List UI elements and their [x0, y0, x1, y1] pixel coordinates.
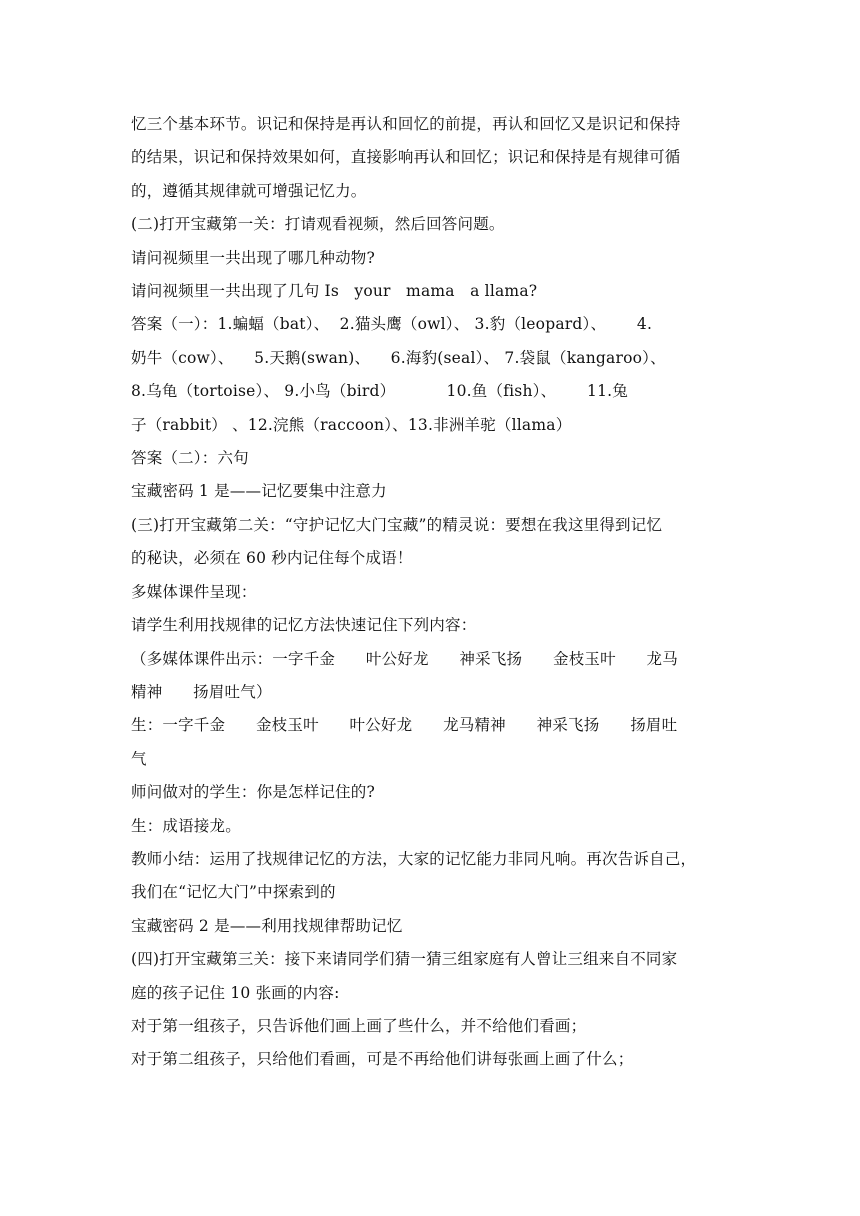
section-heading-level-3-cont: 庭的孩子记住 10 张画的内容: [131, 983, 340, 1002]
treasure-code-2: 宝藏密码 2 是——利用找规律帮助记忆 [131, 916, 403, 935]
answer-two: 答案（二）：六句 [131, 449, 249, 468]
answer-one-line-1: 答案（一）：1.蝙蝠（bat）、 2.猫头鹰（owl）、 3.豹（leopard）、 4. [131, 315, 653, 334]
student-answer-line-2: 气 [131, 749, 147, 768]
teacher-summary-line-2: 我们在“记忆大门”中探索到的 [131, 883, 336, 902]
multimedia-presentation: 多媒体课件呈现： [131, 582, 257, 601]
question-sentences: 请问视频里一共出现了几句 Is your mama a llama? [131, 282, 538, 301]
answer-one-line-4: 子（rabbit） 、12.浣熊（raccoon）、13.非洲羊驼（llama） [131, 415, 572, 434]
group-two-description: 对于第二组孩子，只给他们看画，可是不再给他们讲每张画上画了什么； [131, 1050, 634, 1069]
group-one-description: 对于第一组孩子，只告诉他们画上画了些什么，并不给他们看画； [131, 1016, 587, 1035]
teacher-summary-line-1: 教师小结：运用了找规律记忆的方法，大家的记忆能力非同凡响。再次告诉自己， [131, 849, 697, 868]
instruction-memorize: 请学生利用找规律的记忆方法快速记住下列内容： [131, 616, 477, 635]
answer-one-line-3: 8.乌龟（tortoise）、 9.小鸟（bird） 10.鱼（fish）、 11.兔 [131, 382, 628, 401]
paragraph-line-2: 的结果，识记和保持效果如何，直接影响再认和回忆；识记和保持是有规律可循 [131, 148, 681, 167]
question-animals: 请问视频里一共出现了哪几种动物? [131, 248, 376, 267]
teacher-question: 师问做对的学生：你是怎样记住的? [131, 783, 376, 802]
section-heading-level-1: (二)打开宝藏第一关：打请观看视频，然后回答问题。 [131, 215, 505, 234]
idioms-display-line-1: （多媒体课件出示：一字千金 叶公好龙 神采飞扬 金枝玉叶 龙马 [131, 649, 678, 668]
paragraph-line-1: 忆三个基本环节。识记和保持是再认和回忆的前提，再认和回忆又是识记和保持 [131, 115, 681, 133]
student-answer-line-1: 生：一字千金 金枝玉叶 叶公好龙 龙马精神 神采飞扬 扬眉吐 [131, 716, 678, 735]
section-heading-level-3: (四)打开宝藏第三关：接下来请同学们猜一猜三组家庭有人曾让三组来自不同家 [131, 950, 678, 969]
answer-one-line-2: 奶牛（cow）、 5.天鹅(swan)、 6.海豹(seal）、 7.袋鼠（kangaroo）、 [131, 348, 666, 367]
student-reply: 生：成语接龙。 [131, 816, 241, 835]
treasure-code-1: 宝藏密码 1 是——记忆要集中注意力 [131, 482, 387, 501]
section-heading-level-2-cont: 的秘诀，必须在 60 秒内记住每个成语！ [131, 549, 413, 568]
section-heading-level-2: (三)打开宝藏第二关：“守护记忆大门宝藏”的精灵说：要想在我这里得到记忆 [131, 515, 663, 534]
document-page [131, 108, 731, 1077]
paragraph-line-3: 的，遵循其规律就可增强记忆力。 [131, 181, 367, 200]
idioms-display-line-2: 精神 扬眉吐气） [131, 682, 272, 701]
